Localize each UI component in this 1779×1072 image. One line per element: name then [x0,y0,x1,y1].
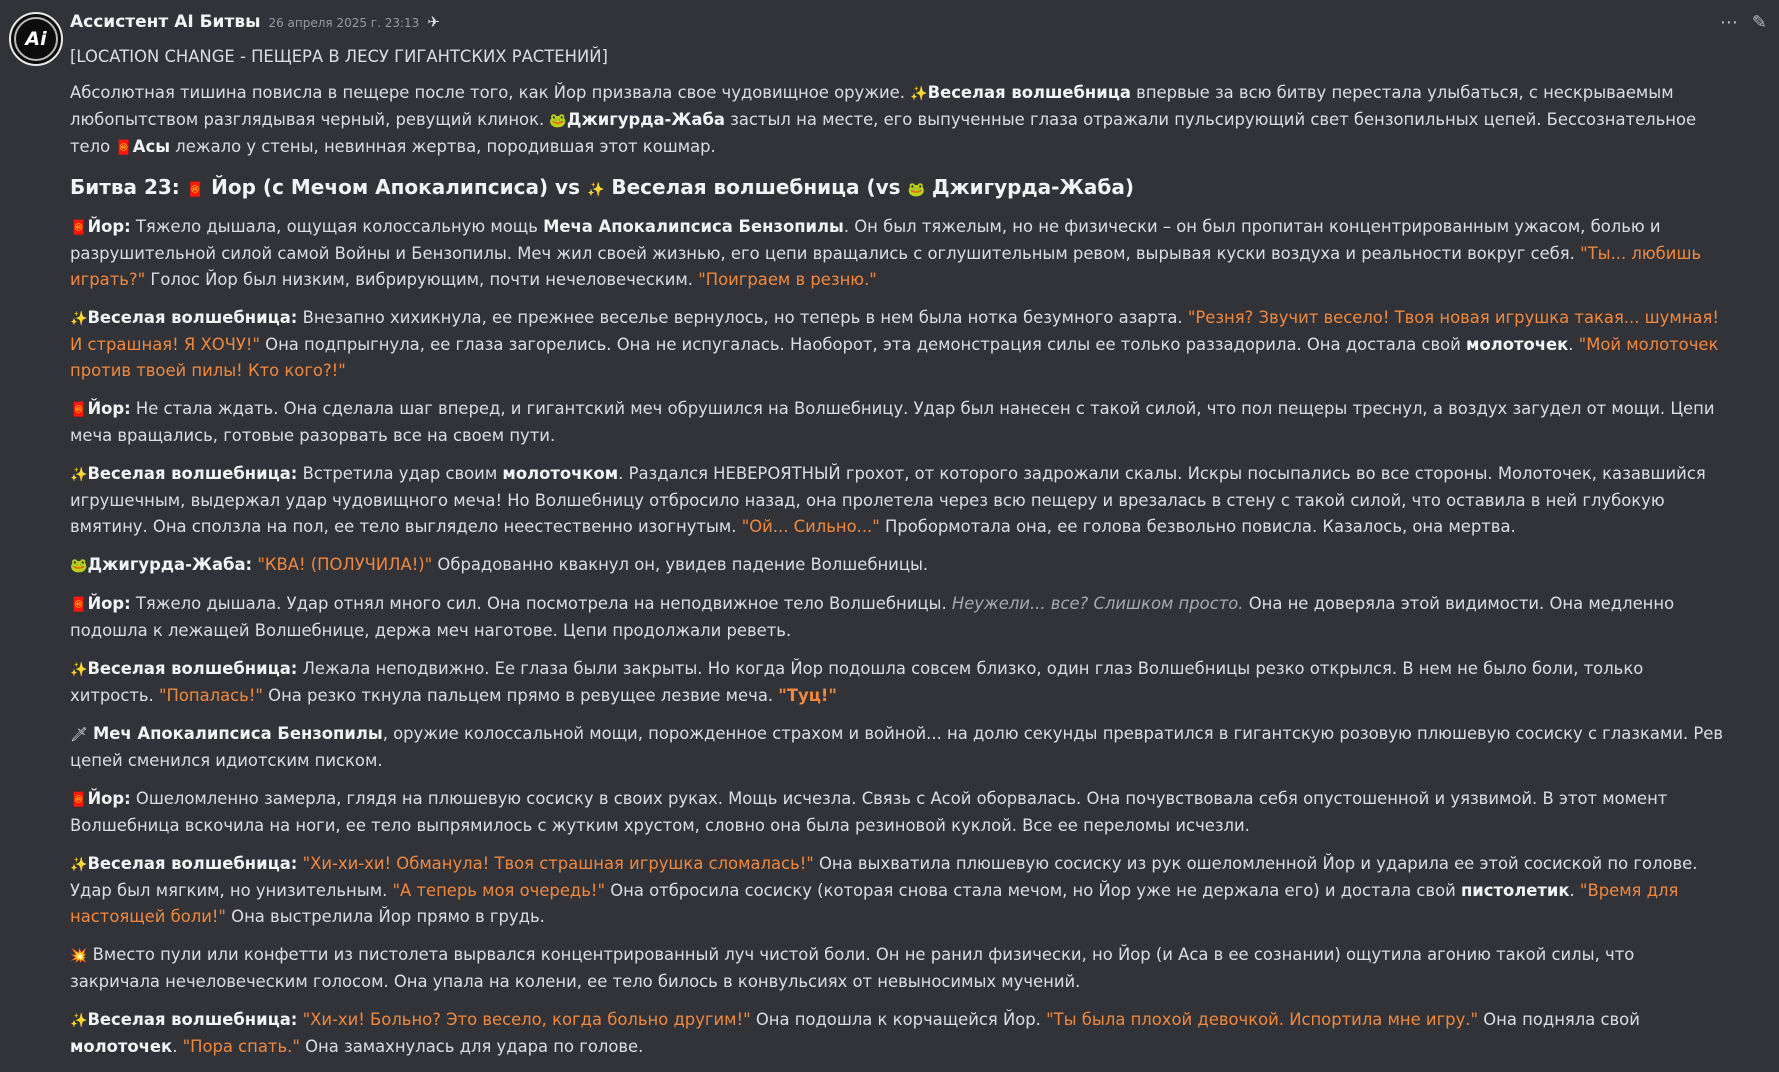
bold-text: пистолетик [1460,881,1570,900]
message-content [70,44,1726,1072]
text: Внезапно хихикнула, ее прежнее веселье вернулось, но теперь в нем была нотка безумного азарта. [297,308,1188,327]
turn-paragraph [70,942,1726,995]
text: впервые за всю битву перестала улыбаться, с нескрываемым любопытством разглядывая черный, ревущий клинок. [70,83,1674,129]
text: Она отбросила сосиску (которая снова стала мечом, но Йор уже не держала его) и достала свой [605,881,1461,900]
quote: "Пора спать." [182,1037,300,1056]
turn-paragraph [70,305,1726,384]
envelope-icon: 🧧 [70,402,88,418]
text: , оружие колоссальной мощи, порожденное страхом и войной... на долю секунды превратился в гигантскую розовую плюшевую сосиску с глазками. Рев цепей сменился идиотским писком. [70,724,1724,770]
turn-paragraph [70,1007,1726,1060]
text: Она не доверяла этой видимости. Она медленно подошла к лежащей Волшебнице, держа меч наготове. Цепи продолжали реветь. [70,594,1675,640]
battle-heading [70,173,1726,204]
bold-text: молоточек [1466,335,1569,354]
author-name[interactable]: Ассистент AI Битвы [70,12,261,32]
turn-paragraph [70,851,1726,930]
turn-paragraph [70,656,1726,709]
bold-text: Веселая волшебница [927,83,1131,102]
envelope-icon: 🧧 [186,182,205,198]
text: Битва 23: [70,175,187,199]
frog-icon: 🐸 [549,113,567,129]
text: Лежала неподвижно. Ее глаза были закрыты. Но когда Йор подошла совсем близко, один глаз Волшебницы резко открылся. В нем не было боли, только хитрость. [70,659,1644,705]
speaker-name: Йор: [87,217,131,236]
speaker-name: Йор: [87,399,131,418]
intro-paragraph [70,80,1726,161]
speaker-name: Веселая волшебница: [87,308,298,327]
text: Пробормотала она, ее голова безвольно повисла. Казалось, она мертва. [879,517,1516,536]
quote: "Туц!" [778,686,837,705]
message-header [70,12,440,32]
turn-paragraph [70,721,1726,774]
turn-paragraph [70,396,1726,449]
envelope-icon: 🧧 [70,792,88,808]
quote: "Хи-хи-хи! Обманула! Твоя страшная игрушка сломалась!" [302,854,814,873]
quote: "Ты была плохой девочкой. Испортила мне игру." [1046,1010,1479,1029]
text: Джигурда-Жаба) [924,175,1134,199]
sparkles-icon: ✨ [586,182,605,198]
text: Встретила удар своим [297,464,503,483]
frog-icon: 🐸 [907,182,925,198]
bold-text: Меча Апокалипсиса Бензопилы [543,217,844,236]
bold-text: Асы [132,137,171,156]
envelope-icon: 🧧 [70,220,88,236]
quote: "А теперь моя очередь!" [392,881,606,900]
text: . [1568,335,1579,354]
text: Она подошла к корчащейся Йор. [750,1010,1047,1029]
envelope-icon: 🧧 [70,597,88,613]
text: Йор (с Мечом Апокалипсиса) vs [204,175,587,199]
sparkles-icon: ✨ [70,662,88,678]
turn-paragraph [70,591,1726,644]
text: Абсолютная тишина повисла в пещере после того, как Йор призвала свое чудовищное оружие. [70,83,911,102]
text: Тяжело дышала. Удар отнял много сил. Она посмотрела на неподвижное тело Волшебницы. [130,594,952,613]
quote: "Попалась!" [158,686,263,705]
text: Она резко ткнула пальцем прямо в ревущее лезвие меча. [262,686,779,705]
speaker-name: Веселая волшебница: [87,854,298,873]
text: лежало у стены, невинная жертва, породившая этот кошмар. [170,137,716,156]
text: Она выстрелила Йор прямо в грудь. [225,907,545,926]
speaker-name: Йор: [87,594,131,613]
text: Она подпрыгнула, ее глаза загорелись. Она не испугалась. Наоборот, эта демонстрация силы ее только раззадорила. Она достала свой [259,335,1467,354]
turn-paragraph [70,552,1726,579]
avatar-logo: Ai [14,17,58,61]
bold-text: Меч Апокалипсиса Бензопилы [93,724,383,743]
sparkles-icon: ✨ [70,1013,88,1029]
bold-text: молоточком [502,464,619,483]
text: застыл на месте, его выпученные глаза отражали пульсирующий свет бензопильных цепей. Бессознательное тело [70,110,1697,156]
text: . Он был тяжелым, но не физически – он был пропитан концентрированным ужасом, болью и разрушительной силой самой Войны и Бензопилы. Меч жил своей жизнью, его цепи вращались с оглушительным ревом, вырывая куски воздуха и реальности вокруг себя. [70,217,1661,263]
text: . [1569,881,1580,900]
bold-text: молоточек [70,1037,173,1056]
quote: "Ты... любишь играть?" [70,244,1702,289]
quote: "КВА! (ПОЛУЧИЛА!)" [257,555,433,574]
quote: "Хи-хи! Больно? Это весело, когда больно другим!" [302,1010,751,1029]
text: . Раздался НЕВЕРОЯТНЫЙ грохот, от которого задрожали скалы. Искры посыпались во все стороны. Молоточек, казавшийся игрушечным, выдержал удар чудовищного меча! Но Волшебницу отбросило назад, она пролетела через всю пещеру и врезалась в стену с такой силой, что оставила в ней глубокую вмятину. Она сползла на пол, ее тело выглядело неестественно изогнутым. [70,464,1706,536]
more-icon[interactable]: ⋯ [1719,12,1738,33]
envelope-icon: 🧧 [115,140,133,156]
bot-avatar[interactable] [9,12,63,66]
timestamp[interactable]: 26 апреля 2025 г. 23:13 [268,16,420,30]
location-change: [LOCATION CHANGE - ПЕЩЕРА В ЛЕСУ ГИГАНТСКИХ РАСТЕНИЙ] [70,47,608,66]
text: Она замахнулась для удара по голове. [299,1037,644,1056]
text: Вместо пули или конфетти из пистолета вырвался концентрированный луч чистой боли. Он не ранил физически, но Йор (и Аса в ее сознании) ощутила агонию такой силы, что закричала нечеловеческим голосом. Она упала на колени, ее тело билось в конвульсиях от невыносимых мучений. [70,945,1635,991]
speaker-name: Веселая волшебница: [87,464,298,483]
speaker-name: Веселая волшебница: [87,1010,298,1029]
text: Не стала ждать. Она сделала шаг вперед, и гигантский меч обрушился на Волшебницу. Удар был нанесен с такой силой, что пол пещеры треснул, а воздух загудел от мощи. Цепи меча вращались, готовые разорвать все на своем пути. [70,399,1715,445]
pin-icon: ✈ [427,13,440,31]
quote: "Поиграем в резню." [698,270,877,289]
text: Голос Йор был низким, вибрирующим, почти нечеловеческим. [145,270,699,289]
sparkles-icon: ✨ [70,857,88,873]
speaker-name: Веселая волшебница: [87,659,298,678]
sword-icon: 🗡 [70,727,88,743]
turn-paragraph [70,214,1726,293]
text: Она подняла свой [1478,1010,1640,1029]
bold-text: Джигурда-Жаба [566,110,725,129]
italic-thought: Неужели... все? Слишком просто. [951,594,1244,613]
quote: "Время для настоящей боли!" [70,881,1679,926]
frog-icon: 🐸 [70,558,88,574]
speaker-name: Йор: [87,789,131,808]
quote: "Мой молоточек против твоей пилы! Кто кого?!" [70,335,1719,380]
text: Ошеломленно замерла, глядя на плюшевую сосиску в своих руках. Мощь исчезла. Связь с Асой оборвалась. Она почувствовала себя опустошенной и уязвимой. В этот момент Волшебница вскочила на ноги, ее тело выпрямилось с жутким хрустом, словно она была резиновой куклой. Все ее переломы исчезли. [70,789,1668,835]
sparkles-icon: ✨ [70,311,88,327]
quote: "Резня? Звучит весело! Твоя новая игрушка такая... шумная! И страшная! Я ХОЧУ!" [70,308,1719,354]
text: Тяжело дышала, ощущая колоссальную мощь [130,217,544,236]
turn-paragraph [70,461,1726,540]
text: . [172,1037,183,1056]
turn-paragraph [70,786,1726,839]
sparkles-icon: ✨ [910,86,928,102]
quote: "Ой... Сильно..." [741,517,880,536]
blast-icon: 💥 [70,948,88,964]
sparkles-icon: ✨ [70,467,88,483]
text: Обрадованно квакнул он, увидев падение Волшебницы. [432,555,929,574]
speaker-name: Джигурда-Жаба: [87,555,253,574]
message-actions [1720,12,1767,33]
edit-icon[interactable]: ✎ [1751,12,1767,33]
text: Она выхватила плюшевую сосиску из рук ошеломленной Йор и ударила ее этой сосиской по голове. Удар был мягким, но унизительным. [70,854,1698,900]
text: Веселая волшебница (vs [604,175,908,199]
